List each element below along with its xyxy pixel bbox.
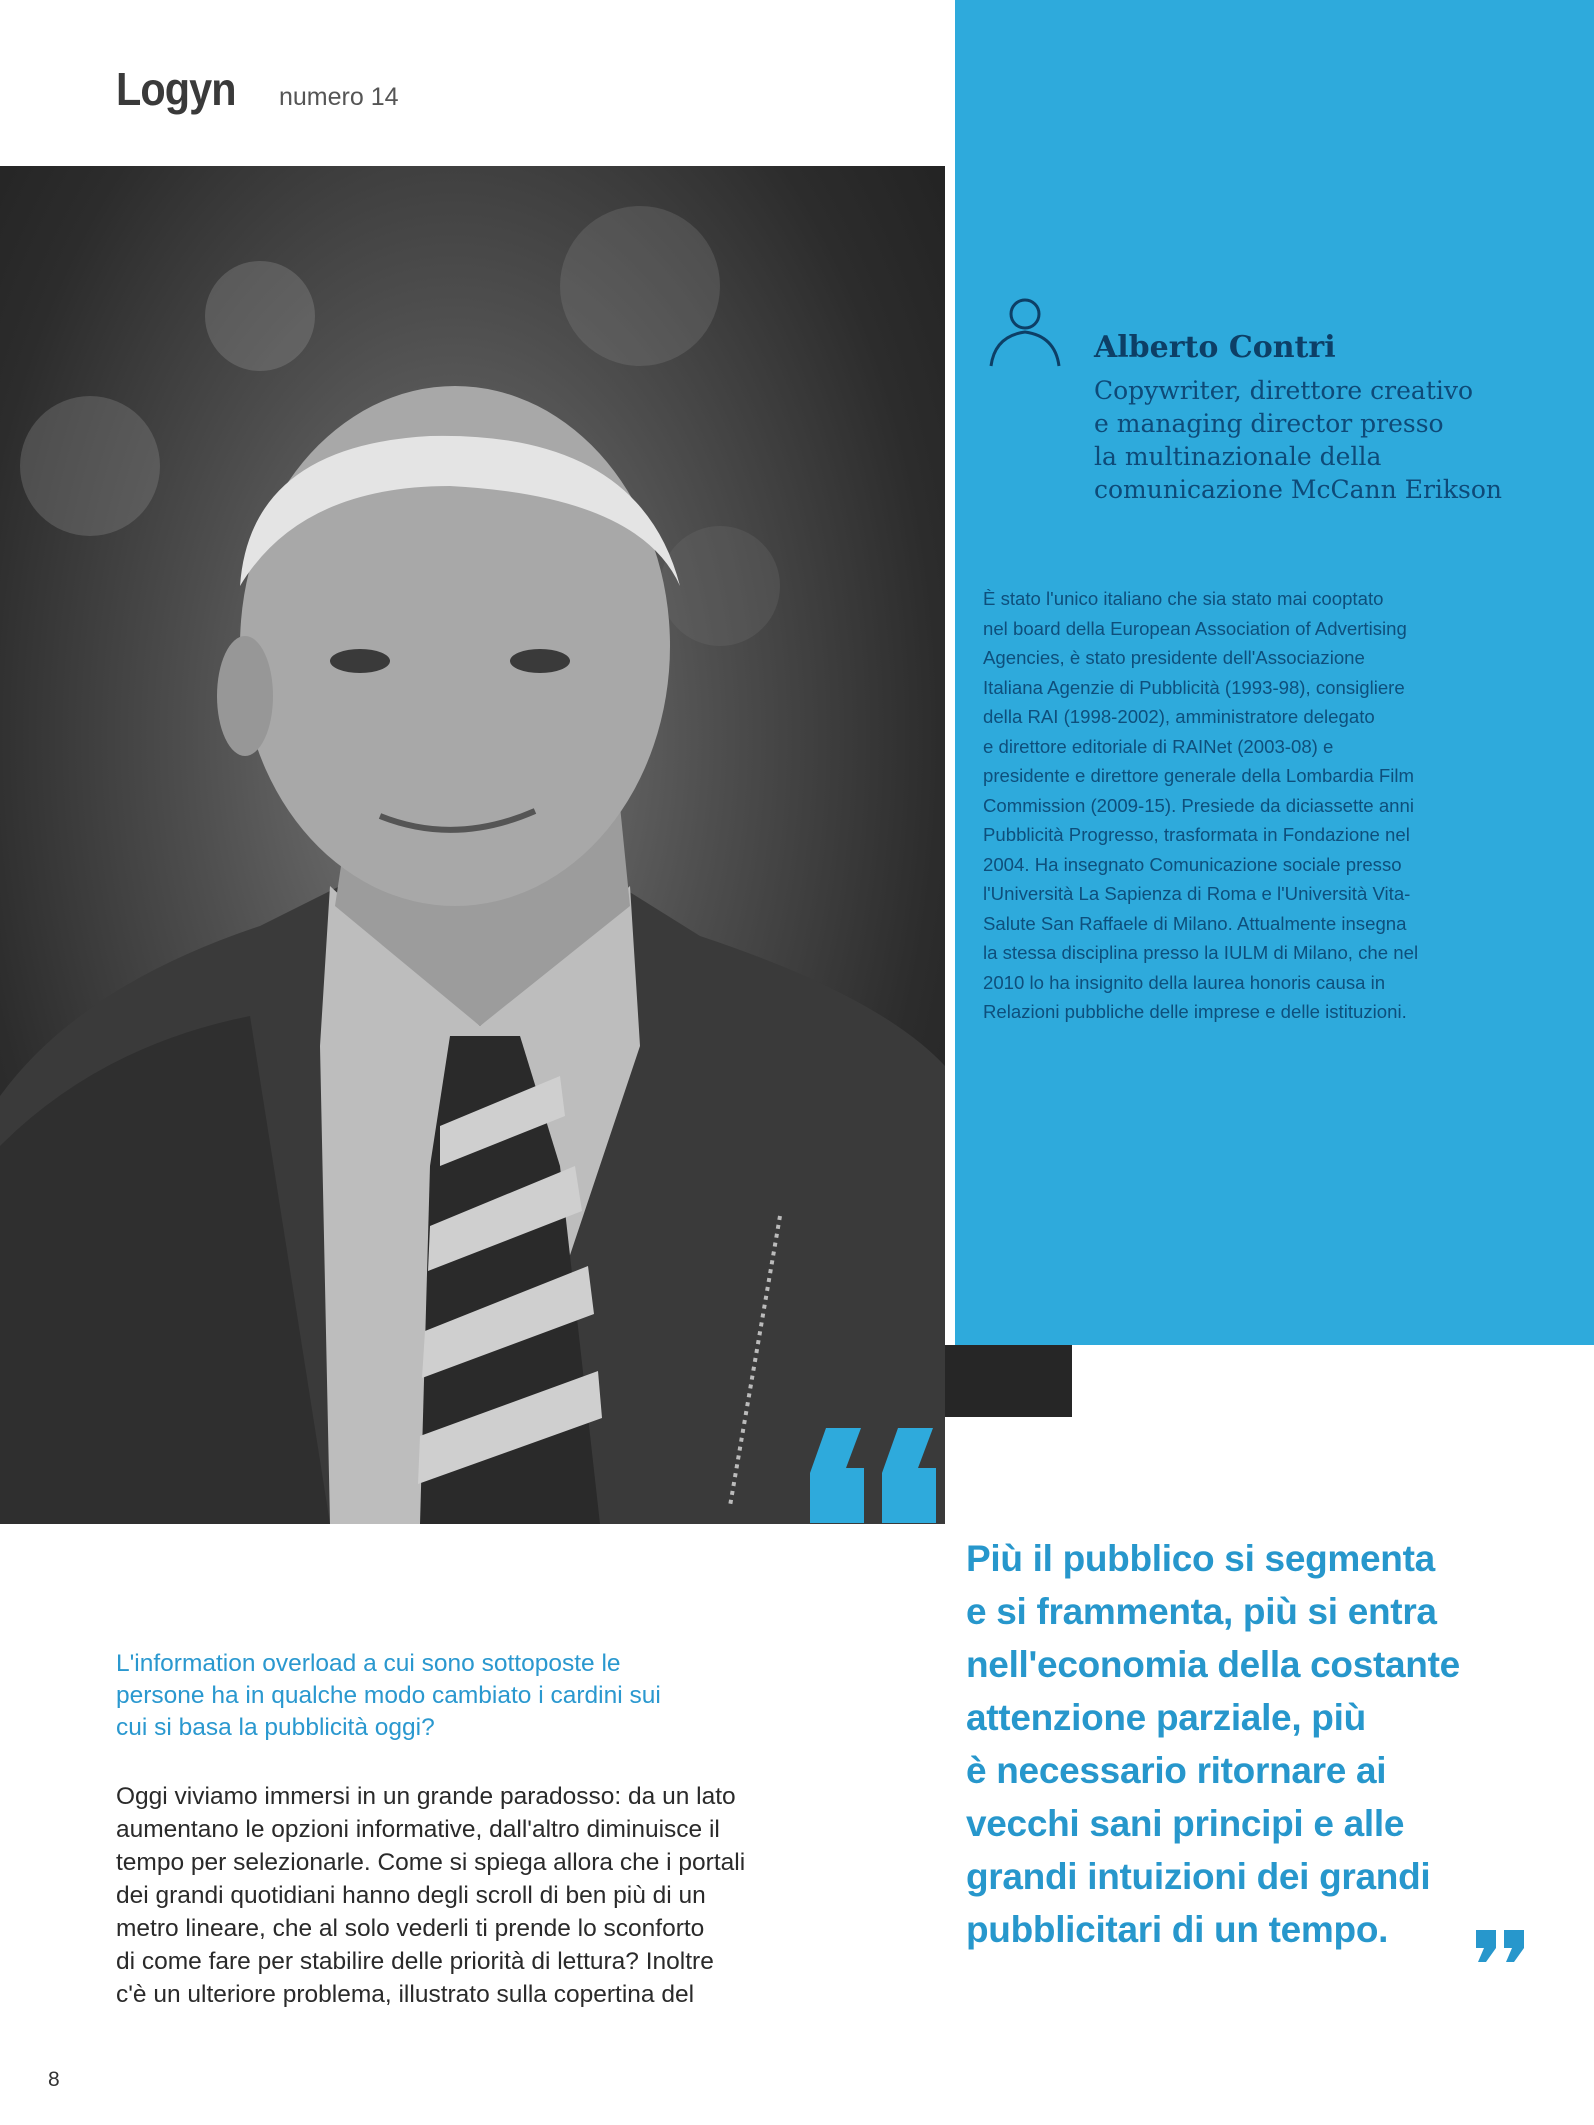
answer-line: di come fare per stabilire delle priorità di lettura? Inoltre	[116, 1948, 714, 1975]
bio-text-line: la stessa disciplina presso la IULM di Milano, che nel	[983, 942, 1419, 963]
portrait-photo	[0, 166, 945, 1524]
bio-text-line: Relazioni pubbliche delle imprese e delle istituzioni.	[983, 1001, 1407, 1022]
answer-line: metro lineare, che al solo vederli ti prende lo sconforto	[116, 1915, 705, 1942]
bio-text-line: e direttore editoriale di RAINet (2003-08) e	[983, 735, 1334, 757]
bio-text-line: nel board della European Association of Advertising	[983, 617, 1407, 639]
pull-quote-line: Più il pubblico si segmenta	[966, 1538, 1435, 1579]
page-number: 8	[48, 2068, 60, 2091]
bio-text	[983, 584, 1538, 1027]
interview-question	[116, 1648, 776, 1744]
bio-role-line: Copywriter, direttore creativo	[1094, 376, 1474, 405]
bio-role-line: comunicazione McCann Erikson	[1094, 475, 1503, 504]
open-quote-icon	[806, 1418, 956, 1528]
bio-text-line: Pubblicità Progresso, trasformata in Fondazione nel	[983, 824, 1410, 845]
issue-number: numero 14	[278, 83, 399, 111]
magazine-logo: Logyn	[116, 63, 236, 115]
pull-quote-line: vecchi sani principi e alle	[966, 1803, 1405, 1844]
person-icon	[985, 292, 1065, 372]
question-line: L'information overload a cui sono sottoposte le	[116, 1650, 621, 1677]
pull-quote-line: grandi intuizioni dei grandi	[966, 1856, 1431, 1897]
bio-role-line: e managing director presso	[1094, 409, 1444, 438]
question-line: persone ha in qualche modo cambiato i cardini sui	[116, 1682, 661, 1709]
bio-text-line: presidente e direttore generale della Lombardia Film	[983, 765, 1414, 786]
interview-answer	[116, 1780, 796, 2011]
answer-line: tempo per selezionarle. Come si spiega allora che i portali	[116, 1849, 746, 1876]
pull-quote-line: attenzione parziale, più	[966, 1697, 1366, 1738]
pull-quote-line: pubblicitari di un tempo.	[966, 1909, 1389, 1950]
bio-text-line: Agencies, è stato presidente dell'Associazione	[983, 647, 1365, 668]
answer-line: Oggi viviamo immersi in un grande paradosso: da un lato	[116, 1783, 736, 1810]
pull-quote	[966, 1532, 1566, 1956]
bio-name: Alberto Contri	[1094, 330, 1336, 365]
bio-text-line: l'Università La Sapienza di Roma e l'Università Vita-	[983, 883, 1411, 904]
masthead	[116, 62, 399, 116]
bio-text-line: È stato l'unico italiano che sia stato mai cooptato	[983, 588, 1384, 609]
bio-text-line: Commission (2009-15). Presiede da diciassette anni	[983, 794, 1414, 816]
bio-text-line: 2010 lo ha insignito della laurea honoris causa in	[983, 971, 1386, 993]
bio-text-line: 2004. Ha insegnato Comunicazione sociale presso	[983, 853, 1402, 875]
bio-role-line: la multinazionale della	[1094, 442, 1382, 471]
portrait-photo-extension	[945, 1345, 1072, 1417]
bio-text-line: Italiana Agenzie di Pubblicità (1993-98), consigliere	[983, 676, 1405, 698]
pull-quote-line: nell'economia della costante	[966, 1644, 1460, 1685]
answer-line: c'è un ulteriore problema, illustrato sulla copertina del	[116, 1981, 695, 2008]
question-line: cui si basa la pubblicità oggi?	[116, 1714, 435, 1741]
bio-role	[1094, 374, 1554, 506]
bio-text-line: Salute San Raffaele di Milano. Attualmente insegna	[983, 912, 1407, 934]
portrait-illustration	[0, 166, 945, 1524]
pull-quote-line: e si frammenta, più si entra	[966, 1591, 1437, 1632]
answer-line: dei grandi quotidiani hanno degli scroll di ben più di un	[116, 1882, 706, 1909]
answer-line: aumentano le opzioni informative, dall'altro diminuisce il	[116, 1816, 720, 1843]
bio-text-line: della RAI (1998-2002), amministratore delegato	[983, 706, 1375, 727]
pull-quote-line: è necessario ritornare ai	[966, 1750, 1387, 1791]
close-quote-icon	[1474, 1928, 1530, 1964]
